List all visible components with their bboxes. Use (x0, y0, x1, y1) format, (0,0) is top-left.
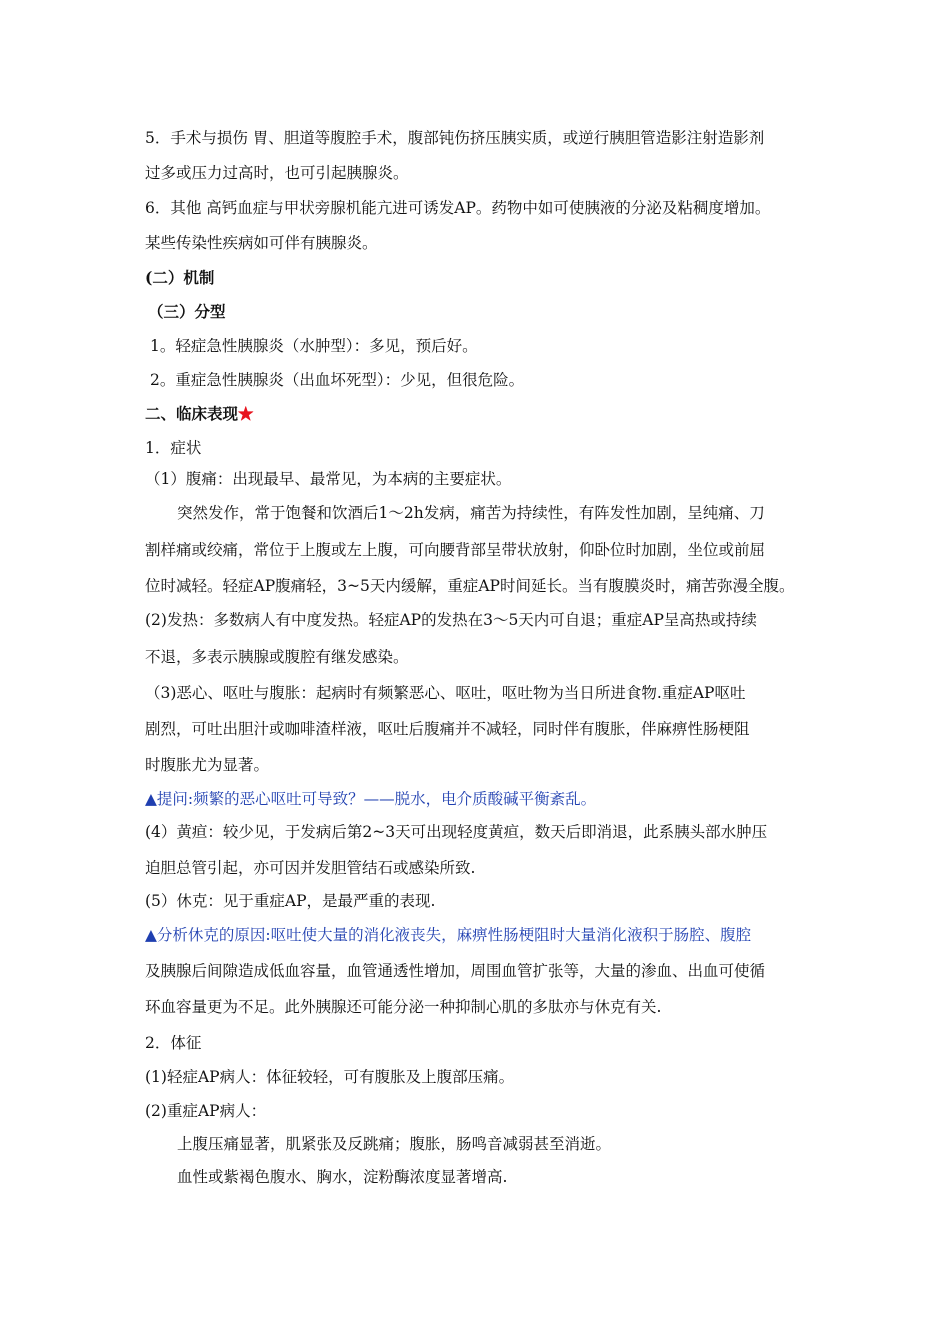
question-note: ▲提问:频繁的恶心呕吐可导致？——脱水，电介质酸碱平衡紊乱。 (145, 790, 597, 808)
text-line: 某些传染性疾病如可伴有胰腺炎。 (145, 234, 378, 252)
text-line: 6．其他 高钙血症与甲状旁腺机能亢进可诱发AP。药物中如可使胰液的分泌及粘稠度增加。 (145, 199, 771, 217)
text-line: 割样痛或绞痛，常位于上腹或左上腹，可向腰背部呈带状放射，仰卧位时加剧，坐位或前屈 (145, 541, 766, 559)
section-heading: (二）机制 (145, 268, 215, 287)
text-line: 不退，多表示胰腺或腹腔有继发感染。 (145, 648, 409, 666)
star-icon: ★ (238, 404, 254, 423)
text-line: 5．手术与损伤 胃、胆道等腹腔手术，腹部钝伤挤压胰实质，或逆行胰胆管造影注射造影剂 (145, 129, 765, 147)
text-line: 迫胆总管引起，亦可因并发胆管结石或感染所致. (145, 859, 476, 877)
text-line: 环血容量更为不足。此外胰腺还可能分泌一种抑制心肌的多肽亦与休克有关. (145, 998, 662, 1016)
text-line: （1）腹痛：出现最早、最常见，为本病的主要症状。 (145, 470, 512, 488)
text-line: 上腹压痛显著，肌紧张及反跳痛；腹胀，肠鸣音减弱甚至消逝。 (177, 1135, 612, 1153)
text-line: 位时减轻。轻症AP腹痛轻，3~5天内缓解，重症AP时间延长。当有腹膜炎时，痛苦弥漫全腹。 (145, 577, 795, 595)
text-line: 时腹胀尤为显著。 (145, 756, 270, 774)
section-heading (145, 404, 254, 424)
text-line: 1。轻症急性胰腺炎（水肿型）：多见，预后好。 (150, 337, 478, 355)
analysis-note: ▲分析休克的原因:呕吐使大量的消化液丧失，麻痹性肠梗阻时大量消化液积于肠腔、腹腔 (145, 926, 752, 944)
text-line: 剧烈，可吐出胆汁或咖啡渣样液，呕吐后腹痛并不减轻，同时伴有腹胀，伴麻痹性肠梗阻 (145, 720, 750, 738)
text-line: (5）休克：见于重症AP，是最严重的表现. (145, 892, 436, 910)
heading-text: 二、临床表现 (145, 404, 239, 423)
text-line: 血性或紫褐色腹水、胸水，淀粉酶浓度显著增高. (177, 1168, 508, 1186)
text-line: 及胰腺后间隙造成低血容量，血管通透性增加，周围血管扩张等，大量的渗血、出血可使循 (145, 962, 766, 980)
text-line: （3)恶心、呕吐与腹胀：起病时有频繁恶心、呕吐，呕吐物为当日所进食物.重症AP呕吐 (145, 684, 746, 702)
text-line: (1)轻症AP病人：体征较轻，可有腹胀及上腹部压痛。 (145, 1068, 515, 1086)
text-line: 突然发作，常于饱餐和饮酒后1～2h发病，痛苦为持续性，有阵发性加剧，呈纯痛、刀 (177, 504, 765, 522)
section-heading: （三）分型 (148, 302, 226, 321)
text-line: (2)重症AP病人： (145, 1102, 267, 1120)
text-line: 2。重症急性胰腺炎（出血坏死型）：少见，但很危险。 (150, 371, 525, 389)
text-line: (4）黄疸：较少见，于发病后第2~3天可出现轻度黄疸，数天后即消退，此系胰头部水肿压 (145, 823, 768, 841)
text-line: 过多或压力过高时，也可引起胰腺炎。 (145, 164, 409, 182)
text-line: 1．症状 (145, 439, 202, 457)
text-line: 2．体征 (145, 1034, 202, 1052)
text-line: (2)发热：多数病人有中度发热。轻症AP的发热在3～5天内可自退；重症AP呈高热或持续 (145, 611, 757, 629)
